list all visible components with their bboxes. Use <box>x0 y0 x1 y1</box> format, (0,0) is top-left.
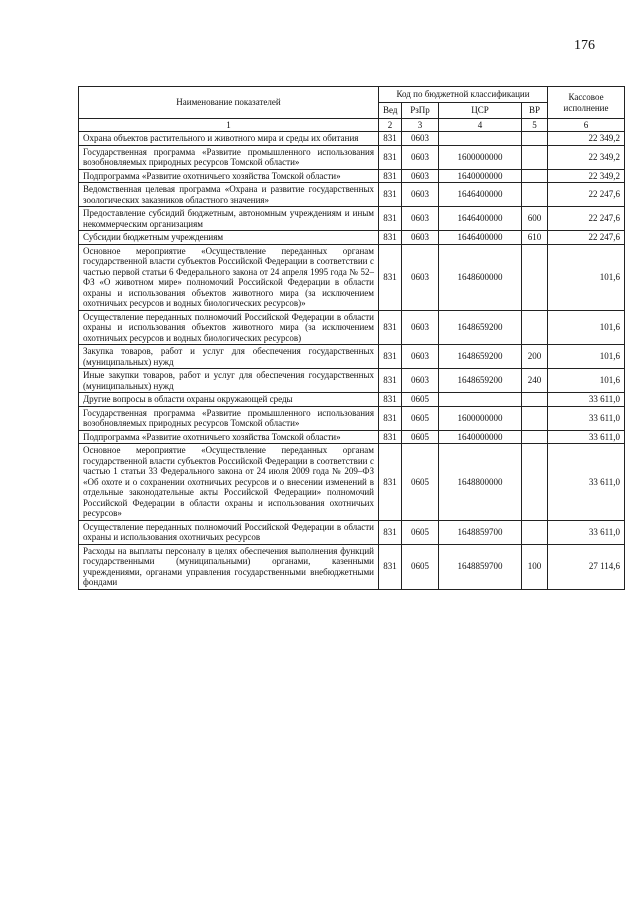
table-row <box>79 406 625 430</box>
row-csr: 1640000000 <box>439 169 522 183</box>
row-ved: 831 <box>379 132 402 146</box>
row-csr: 1648659200 <box>439 345 522 369</box>
row-ved: 831 <box>379 169 402 183</box>
page-number: 176 <box>574 38 595 53</box>
row-rzpr: 0603 <box>402 207 439 231</box>
row-rzpr: 0605 <box>402 544 439 589</box>
row-amount: 22 349,2 <box>548 169 625 183</box>
row-vr: 600 <box>522 207 548 231</box>
row-amount: 22 247,6 <box>548 183 625 207</box>
row-amount: 22 349,2 <box>548 132 625 146</box>
header-vr: ВР <box>522 103 548 119</box>
table-row <box>79 231 625 245</box>
table-row <box>79 207 625 231</box>
column-number: 3 <box>402 119 439 132</box>
row-csr: 1646400000 <box>439 183 522 207</box>
row-amount: 101,6 <box>548 244 625 310</box>
row-amount: 101,6 <box>548 345 625 369</box>
header-kassovoe-ispolnenie: Кассовое исполнение <box>548 87 625 119</box>
table-row <box>79 145 625 169</box>
column-number: 1 <box>79 119 379 132</box>
row-name: Осуществление переданных полномочий Российской Федерации в области охраны и использования охотничьих ресурсов <box>79 520 379 544</box>
table-row <box>79 310 625 345</box>
row-ved: 831 <box>379 231 402 245</box>
row-vr <box>522 145 548 169</box>
row-ved: 831 <box>379 207 402 231</box>
row-vr <box>522 183 548 207</box>
column-number: 2 <box>379 119 402 132</box>
column-number: 4 <box>439 119 522 132</box>
row-name: Субсидии бюджетным учреждениям <box>79 231 379 245</box>
table-row <box>79 345 625 369</box>
row-ved: 831 <box>379 345 402 369</box>
table-row <box>79 169 625 183</box>
table-row <box>79 244 625 310</box>
header-csr: ЦСР <box>439 103 522 119</box>
row-amount: 33 611,0 <box>548 520 625 544</box>
row-csr: 1600000000 <box>439 145 522 169</box>
row-csr: 1600000000 <box>439 406 522 430</box>
table-header <box>79 87 625 132</box>
row-ved: 831 <box>379 393 402 407</box>
row-name: Закупка товаров, работ и услуг для обеспечения государственных (муниципальных) нужд <box>79 345 379 369</box>
table-row <box>79 132 625 146</box>
row-ved: 831 <box>379 544 402 589</box>
row-amount: 33 611,0 <box>548 444 625 521</box>
row-rzpr: 0603 <box>402 310 439 345</box>
row-amount: 101,6 <box>548 310 625 345</box>
row-csr: 1648659200 <box>439 310 522 345</box>
row-rzpr: 0605 <box>402 520 439 544</box>
header-rzpr: РзПр <box>402 103 439 119</box>
row-rzpr: 0603 <box>402 145 439 169</box>
row-ved: 831 <box>379 430 402 444</box>
row-vr <box>522 169 548 183</box>
row-csr: 1646400000 <box>439 231 522 245</box>
row-name: Государственная программа «Развитие промышленного использования возобновляемых природных ресурсов Томской области» <box>79 145 379 169</box>
row-ved: 831 <box>379 520 402 544</box>
row-name: Основное мероприятие «Осуществление переданных органам государственной власти субъектов Российской Федерации в соответствии с частью первой статьи 6 Федерального закона от 24 апреля 1995 года № 52–ФЗ «О животном мире» полномочий Российской Федерации в области охраны и использования объектов животного мира (за исключением охотничьих ресурсов и водных биологических ресурсов)» <box>79 244 379 310</box>
row-amount: 33 611,0 <box>548 393 625 407</box>
row-name: Подпрограмма «Развитие охотничьего хозяйства Томской области» <box>79 169 379 183</box>
row-name: Другие вопросы в области охраны окружающей среды <box>79 393 379 407</box>
row-amount: 22 247,6 <box>548 207 625 231</box>
row-amount: 33 611,0 <box>548 406 625 430</box>
row-name: Иные закупки товаров, работ и услуг для обеспечения государственных (муниципальных) нужд <box>79 369 379 393</box>
row-vr <box>522 132 548 146</box>
row-vr: 610 <box>522 231 548 245</box>
row-csr: 1648800000 <box>439 444 522 521</box>
row-ved: 831 <box>379 369 402 393</box>
row-name: Подпрограмма «Развитие охотничьего хозяйства Томской области» <box>79 430 379 444</box>
column-number-row <box>79 119 625 132</box>
row-ved: 831 <box>379 145 402 169</box>
row-csr: 1648859700 <box>439 520 522 544</box>
row-ved: 831 <box>379 244 402 310</box>
row-rzpr: 0603 <box>402 369 439 393</box>
row-name: Основное мероприятие «Осуществление переданных органам государственной власти субъектов Российской Федерации в соответствии с частью 1 статьи 33 Федерального закона от 24 июля 2009 года № 209–ФЗ «Об охоте и о сохранении охотничьих ресурсов и о внесении изменений в отдельные законодательные акты Российской Федерации» полномочий Российской Федерации в области охраны и использования охотничьих ресурсов» <box>79 444 379 521</box>
table-row <box>79 393 625 407</box>
row-vr <box>522 520 548 544</box>
row-vr <box>522 393 548 407</box>
row-ved: 831 <box>379 183 402 207</box>
row-csr: 1648659200 <box>439 369 522 393</box>
column-number: 5 <box>522 119 548 132</box>
row-amount: 22 247,6 <box>548 231 625 245</box>
header-ved: Вед <box>379 103 402 119</box>
row-rzpr: 0605 <box>402 406 439 430</box>
table-body <box>79 132 625 590</box>
row-vr: 100 <box>522 544 548 589</box>
row-rzpr: 0605 <box>402 393 439 407</box>
table-row <box>79 369 625 393</box>
budget-execution-table <box>78 86 625 590</box>
row-rzpr: 0605 <box>402 444 439 521</box>
row-name: Осуществление переданных полномочий Российской Федерации в области охраны и использования объектов животного мира (за исключением охотничьих ресурсов и водных биологических ресурсов) <box>79 310 379 345</box>
row-vr <box>522 244 548 310</box>
row-rzpr: 0605 <box>402 430 439 444</box>
row-vr: 200 <box>522 345 548 369</box>
row-ved: 831 <box>379 406 402 430</box>
row-name: Государственная программа «Развитие промышленного использования возобновляемых природных ресурсов Томской области» <box>79 406 379 430</box>
column-number: 6 <box>548 119 625 132</box>
row-rzpr: 0603 <box>402 169 439 183</box>
row-csr <box>439 132 522 146</box>
row-rzpr: 0603 <box>402 345 439 369</box>
row-csr: 1640000000 <box>439 430 522 444</box>
row-name: Ведомственная целевая программа «Охрана и развитие государственных зоологических заказников областного значения» <box>79 183 379 207</box>
row-name: Предоставление субсидий бюджетным, автономным учреждениям и иным некоммерческим организациям <box>79 207 379 231</box>
table-row <box>79 520 625 544</box>
row-csr: 1648600000 <box>439 244 522 310</box>
header-name-column: Наименование показателей <box>79 87 379 119</box>
row-vr <box>522 406 548 430</box>
table-row <box>79 183 625 207</box>
row-csr: 1646400000 <box>439 207 522 231</box>
row-amount: 33 611,0 <box>548 430 625 444</box>
table-row <box>79 444 625 521</box>
table-row <box>79 430 625 444</box>
row-csr <box>439 393 522 407</box>
row-csr: 1648859700 <box>439 544 522 589</box>
row-name: Охрана объектов растительного и животного мира и среды их обитания <box>79 132 379 146</box>
table-row <box>79 544 625 589</box>
row-amount: 27 114,6 <box>548 544 625 589</box>
row-vr: 240 <box>522 369 548 393</box>
row-vr <box>522 430 548 444</box>
row-vr <box>522 310 548 345</box>
row-rzpr: 0603 <box>402 183 439 207</box>
row-amount: 101,6 <box>548 369 625 393</box>
row-vr <box>522 444 548 521</box>
row-amount: 22 349,2 <box>548 145 625 169</box>
row-name: Расходы на выплаты персоналу в целях обеспечения выполнения функций государственными (муниципальными) органами, казенными учреждениями, органами управления государственными внебюджетными фондами <box>79 544 379 589</box>
row-ved: 831 <box>379 310 402 345</box>
row-rzpr: 0603 <box>402 231 439 245</box>
row-rzpr: 0603 <box>402 244 439 310</box>
header-classification-group: Код по бюджетной классификации <box>379 87 548 103</box>
row-rzpr: 0603 <box>402 132 439 146</box>
row-ved: 831 <box>379 444 402 521</box>
